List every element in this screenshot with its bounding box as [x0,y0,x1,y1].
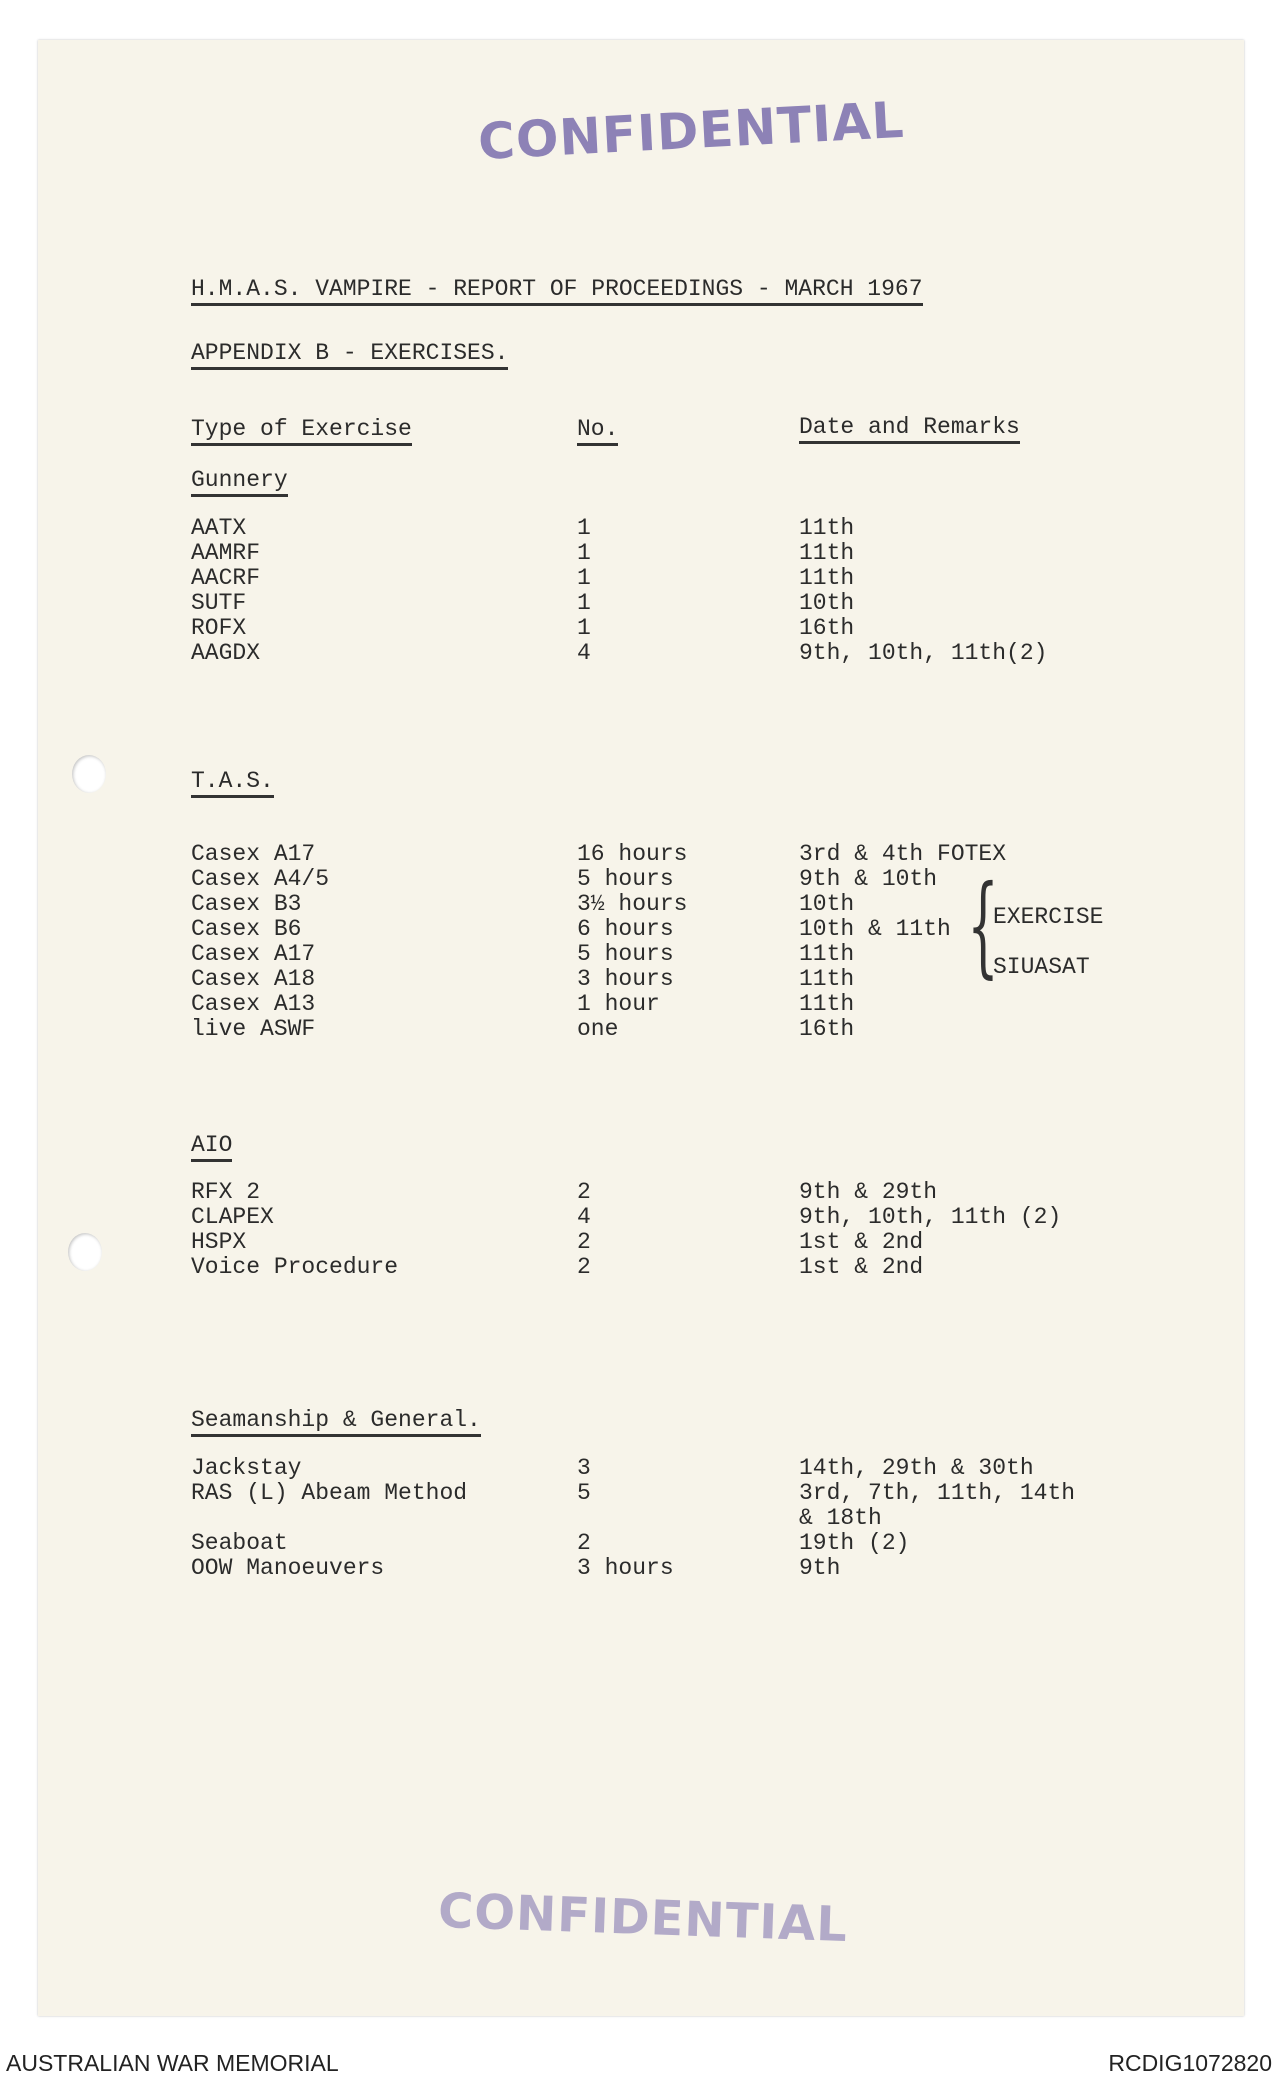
table-cell: CLAPEX [191,1204,274,1230]
table-cell: 11th [799,540,855,566]
section-heading-seamanship: Seamanship & General. [191,1407,481,1437]
header-type: Type of Exercise [191,416,412,446]
table-cell: & 18th [799,1505,882,1531]
table-cell: 11th [799,941,855,967]
table-cell: 9th & 29th [799,1179,938,1205]
table-cell: Casex A18 [191,966,316,992]
confidential-stamp-bottom: CONFIDENTIAL [437,1882,849,1954]
header-no: No. [577,416,618,446]
table-cell: 2 [577,1254,591,1280]
table-cell: 1 hour [577,991,660,1017]
footer-record-id: RCDIG1072820 [1108,2050,1272,2076]
table-cell: 16th [799,615,855,641]
table-cell: AAGDX [191,640,261,666]
footer-archive-name: AUSTRALIAN WAR MEMORIAL [6,2050,339,2076]
table-cell: 5 hours [577,941,674,967]
table-cell: 10th & 11th [799,916,951,942]
table-cell: 19th (2) [799,1530,910,1556]
section-heading-tas: T.A.S. [191,768,274,798]
table-cell: one [577,1016,619,1042]
table-cell: 9th, 10th, 11th (2) [799,1204,1062,1230]
table-cell: 11th [799,991,855,1017]
table-cell: OOW Manoeuvers [191,1555,385,1581]
table-cell: Casex A13 [191,991,316,1017]
table-cell: RFX 2 [191,1179,261,1205]
table-cell: 10th [799,891,855,917]
remark-siuasat: SIUASAT [993,954,1090,980]
table-cell: RAS (L) Abeam Method [191,1480,468,1506]
table-cell: 1 [577,515,591,541]
table-cell: 9th [799,1555,841,1581]
table-cell: 5 [577,1480,591,1506]
table-cell: 11th [799,515,855,541]
remark-exercise: EXERCISE [993,904,1104,930]
table-cell: live ASWF [191,1016,316,1042]
section-heading-gunnery: Gunnery [191,467,288,497]
table-cell: 3½ hours [577,891,688,917]
table-cell: 10th [799,590,855,616]
table-cell: 4 [577,1204,591,1230]
table-cell: ROFX [191,615,247,641]
punch-hole [72,755,106,793]
table-cell: 11th [799,565,855,591]
table-cell: 3 hours [577,1555,674,1581]
table-cell: 11th [799,966,855,992]
table-cell: 1st & 2nd [799,1229,924,1255]
report-title: H.M.A.S. VAMPIRE - REPORT OF PROCEEDINGS - MARCH 1967 [191,276,923,306]
table-cell: Casex A17 [191,841,316,867]
table-cell: AACRF [191,565,261,591]
table-cell: SUTF [191,590,247,616]
table-cell: 16 hours [577,841,688,867]
table-cell: 1st & 2nd [799,1254,924,1280]
table-cell: 9th & 10th [799,866,938,892]
table-cell: 5 hours [577,866,674,892]
table-cell: 3rd, 7th, 11th, 14th [799,1480,1076,1506]
table-cell: Jackstay [191,1455,302,1481]
table-cell: 1 [577,615,591,641]
table-cell: HSPX [191,1229,247,1255]
bracket-glyph: { [967,861,999,989]
table-cell: Casex B3 [191,891,302,917]
table-cell: 1 [577,540,591,566]
appendix-heading: APPENDIX B - EXERCISES. [191,340,508,370]
table-cell: Voice Procedure [191,1254,399,1280]
table-cell: Seaboat [191,1530,288,1556]
section-heading-aio: AIO [191,1132,232,1162]
table-cell: 1 [577,565,591,591]
table-cell: 2 [577,1530,591,1556]
table-cell: Casex A17 [191,941,316,967]
table-cell: 4 [577,640,591,666]
table-cell: 3rd & 4th FOTEX [799,841,1007,867]
table-cell: 14th, 29th & 30th [799,1455,1034,1481]
table-cell: Casex A4/5 [191,866,330,892]
table-cell: 16th [799,1016,855,1042]
table-cell: 1 [577,590,591,616]
table-cell: AATX [191,515,247,541]
table-cell: 3 hours [577,966,674,992]
table-cell: 3 [577,1455,591,1481]
punch-hole [68,1233,102,1271]
table-cell: 6 hours [577,916,674,942]
confidential-stamp-top: CONFIDENTIAL [476,90,906,172]
table-cell: 2 [577,1179,591,1205]
table-cell: Casex B6 [191,916,302,942]
table-cell: 2 [577,1229,591,1255]
table-cell: AAMRF [191,540,261,566]
table-cell: 9th, 10th, 11th(2) [799,640,1048,666]
header-date: Date and Remarks [799,414,1020,444]
